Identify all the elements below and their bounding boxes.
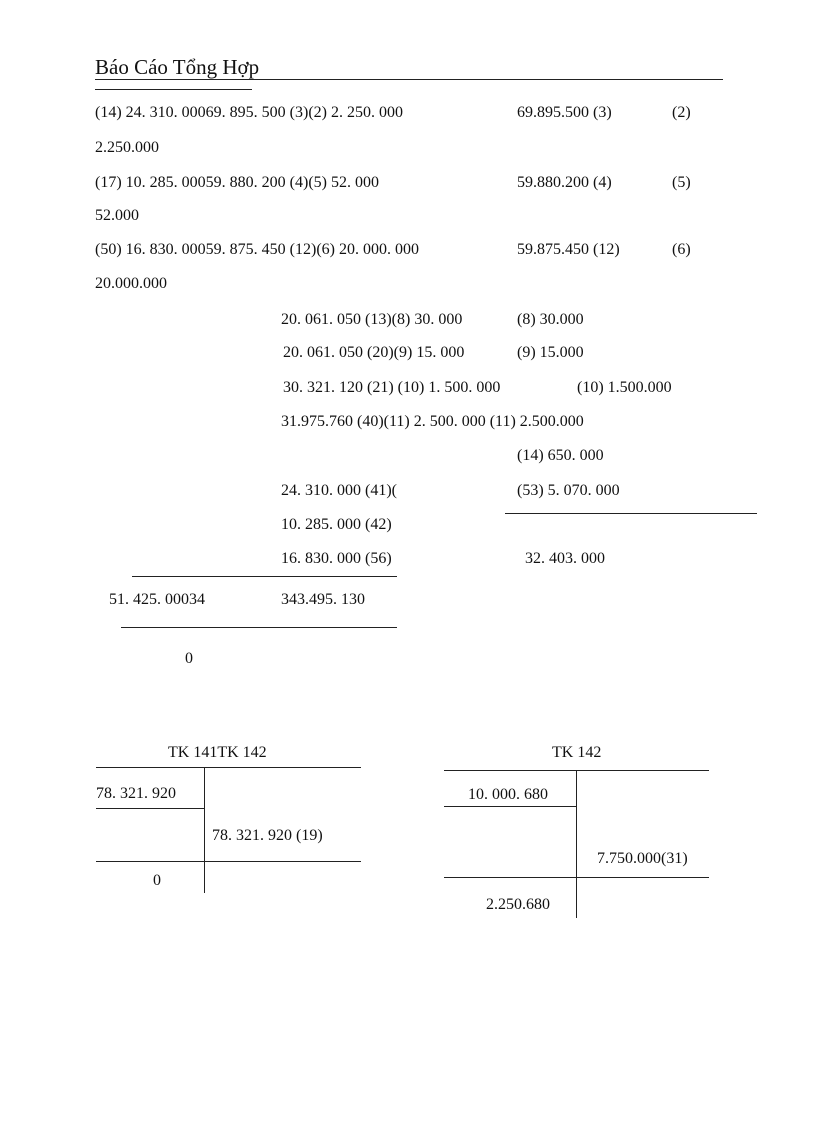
tk142-title: TK 142 [552, 744, 602, 761]
ledger-subrow-2-left: 20. 061. 050 (20)(9) 15. 000 [283, 344, 465, 361]
ledger-row-2-left: (17) 10. 285. 00059. 880. 200 (4)(5) 52. 000 [95, 174, 379, 191]
ledger-row-1-wrap: 2.250.000 [95, 139, 159, 156]
tk141-credit-entry: 78. 321. 920 (19) [212, 827, 323, 844]
ledger-row-2-right: (5) [672, 174, 691, 191]
right-total: 32. 403. 000 [525, 550, 605, 567]
ledger-extra-right-2: (53) 5. 070. 000 [517, 482, 620, 499]
tk141-bottom-rule [96, 861, 361, 862]
ledger-subrow-1-left: 20. 061. 050 (13)(8) 30. 000 [281, 311, 463, 328]
ledger-row-1-right: (2) [672, 104, 691, 121]
ledger-row-3-left: (50) 16. 830. 00059. 875. 450 (12)(6) 20. 000. 000 [95, 241, 419, 258]
right-total-rule [505, 513, 757, 514]
ledger-row-2-mid: 59.880.200 (4) [517, 174, 612, 191]
ledger-row-3-right: (6) [672, 241, 691, 258]
tk141-debit-rule [96, 808, 204, 809]
tk141-title: TK 141TK 142 [168, 744, 267, 761]
ledger-row-2-wrap: 52.000 [95, 207, 139, 224]
tk141-divider [204, 767, 205, 893]
ledger-row-1-mid: 69.895.500 (3) [517, 104, 612, 121]
ledger-subrow-4-left: 31.975.760 (40)(11) 2. 500. 000 (11) 2.500.000 [281, 413, 584, 430]
tk142-credit-entry: 7.750.000(31) [597, 850, 688, 867]
tk142-divider [576, 770, 577, 918]
ledger-row-3-mid: 59.875.450 (12) [517, 241, 620, 258]
ledger-extra-right-1: (14) 650. 000 [517, 447, 604, 464]
balance-value: 0 [185, 650, 193, 667]
tk142-debit-opening: 10. 000. 680 [468, 786, 548, 803]
tk141-closing: 0 [153, 872, 161, 889]
tk142-bottom-rule [444, 877, 709, 878]
total-mid: 343.495. 130 [281, 591, 365, 608]
tk141-top-rule [96, 767, 361, 768]
ledger-row-3-wrap: 20.000.000 [95, 275, 167, 292]
total-left: 51. 425. 00034 [109, 591, 205, 608]
balance-rule [121, 627, 397, 628]
totals-rule [132, 576, 397, 577]
ledger-row-1-left: (14) 24. 310. 00069. 895. 500 (3)(2) 2. 250. 000 [95, 104, 403, 121]
tk142-debit-rule [444, 806, 576, 807]
header-rule [95, 79, 723, 80]
page-title: Báo Cáo Tổng Hợp [95, 55, 260, 79]
ledger-subrow-1-right: (8) 30.000 [517, 311, 584, 328]
ledger-subrow-3-right: (10) 1.500.000 [577, 379, 672, 396]
tk141-debit-opening: 78. 321. 920 [96, 785, 176, 802]
ledger-subrow-3-left: 30. 321. 120 (21) (10) 1. 500. 000 [283, 379, 501, 396]
ledger-subrow-2-right: (9) 15.000 [517, 344, 584, 361]
ledger-tail-left-2: 10. 285. 000 (42) [281, 516, 392, 533]
header-underline [95, 89, 252, 90]
tk142-closing: 2.250.680 [486, 896, 550, 913]
ledger-tail-left-1: 24. 310. 000 (41)( [281, 482, 397, 499]
ledger-tail-left-3: 16. 830. 000 (56) [281, 550, 392, 567]
